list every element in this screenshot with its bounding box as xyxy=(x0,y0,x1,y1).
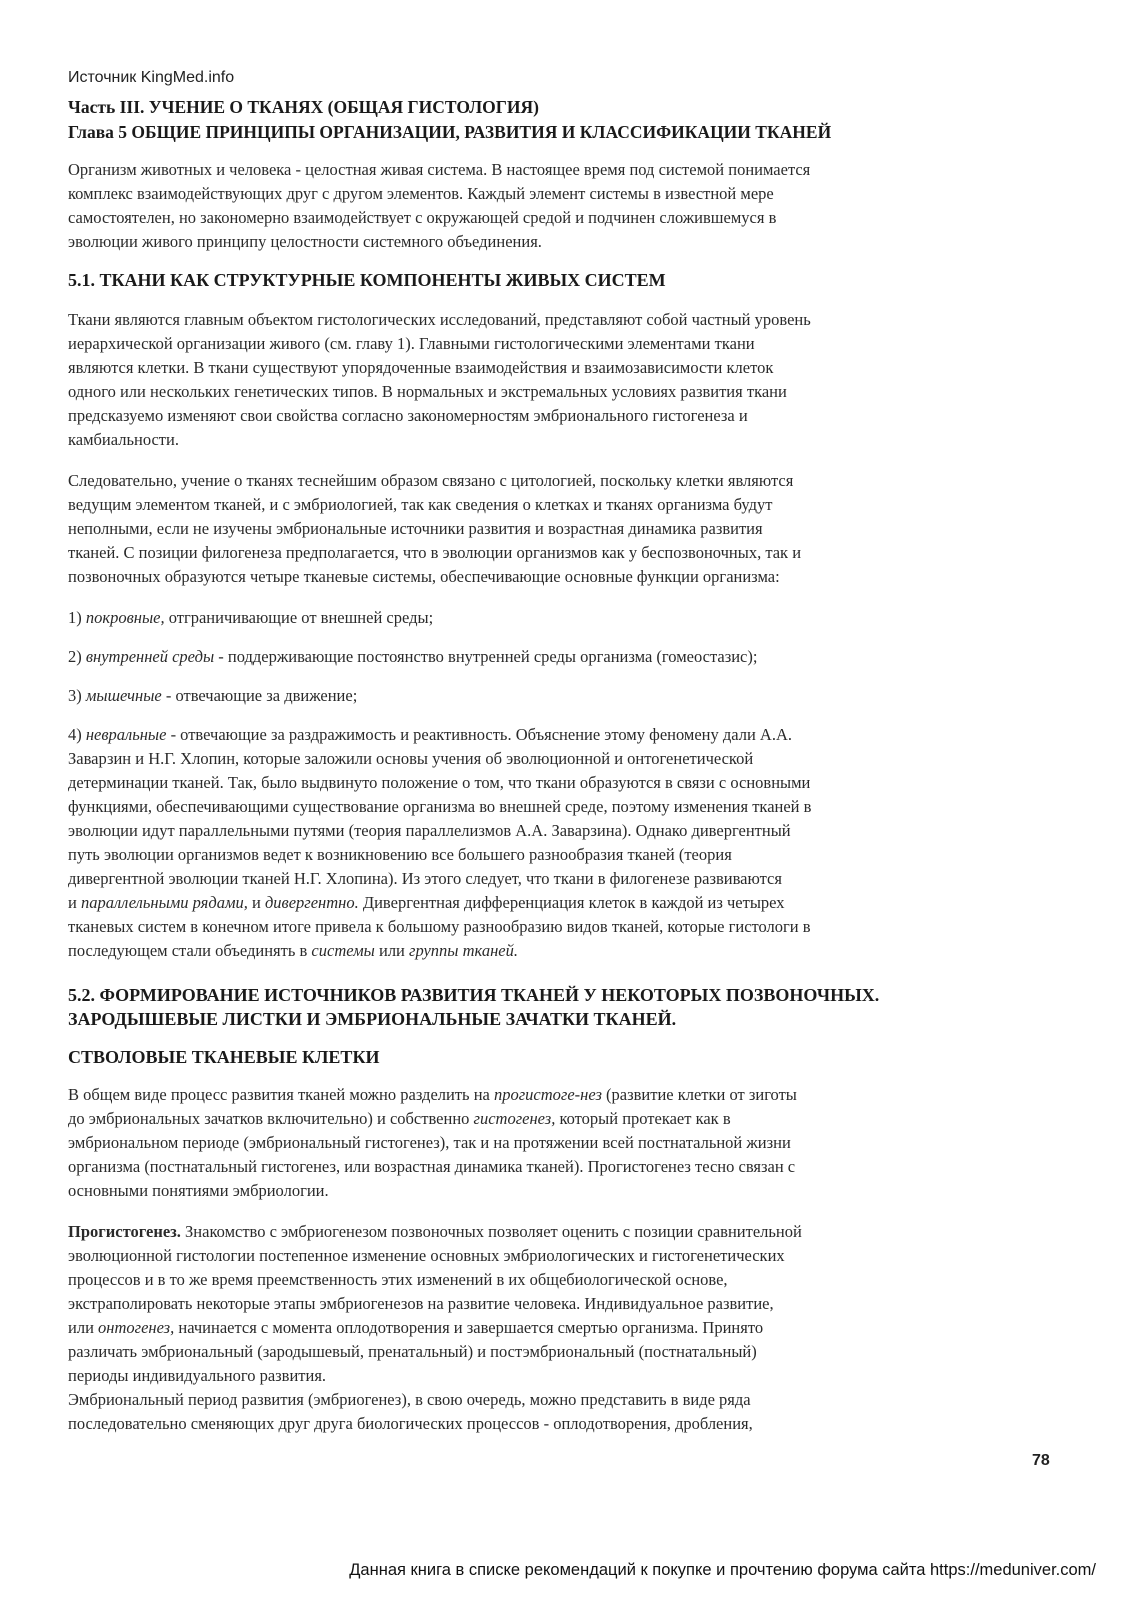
section-5-1-heading: 5.1. ТКАНИ КАК СТРУКТУРНЫЕ КОМПОНЕНТЫ ЖИВЫХ СИСТЕМ xyxy=(68,270,666,290)
text-line: детерминации тканей. Так, было выдвинуто положение о том, что ткани образуются в связи с основными xyxy=(68,773,811,792)
text-line: основными понятиями эмбриологии. xyxy=(68,1181,329,1200)
list-item xyxy=(68,645,1058,669)
emphasis: параллельными рядами, xyxy=(80,893,248,912)
list-text: отграничивающие от внешней среды; xyxy=(164,608,434,627)
list-number: 1) xyxy=(68,608,82,627)
chapter-title: Глава 5 ОБЩИЕ ПРИНЦИПЫ ОРГАНИЗАЦИИ, РАЗВИТИЯ И КЛАССИФИКАЦИИ ТКАНЕЙ xyxy=(68,122,832,142)
heading-line: 5.2. ФОРМИРОВАНИЕ ИСТОЧНИКОВ РАЗВИТИЯ ТКАНЕЙ У НЕКОТОРЫХ ПОЗВОНОЧНЫХ. xyxy=(68,985,880,1005)
list-term: невральные xyxy=(85,725,167,744)
text-line: эволюционной гистологии постепенное изменение основных эмбриологических и гистогенетических xyxy=(68,1246,785,1265)
text-fragment: Знакомство с эмбриогенезом позвоночных позволяет оценить с позиции сравнительной xyxy=(180,1222,802,1241)
text-line: экстраполировать некоторые этапы эмбриогенезов на развитие человека. Индивидуальное развитие, xyxy=(68,1294,774,1313)
section-5-2-heading xyxy=(68,983,1058,1031)
text-line: Заварзин и Н.Г. Хлопин, которые заложили основы учения об эволюционной и онтогенетической xyxy=(68,749,754,768)
text-fragment: В общем виде процесс развития тканей можно разделить на xyxy=(68,1085,494,1104)
text-line xyxy=(68,1316,1058,1340)
emphasis: прогистоге-нез xyxy=(493,1085,602,1104)
text-line: организма (постнатальный гистогенез, или возрастная динамика тканей). Прогистогенез тесно связан с xyxy=(68,1157,796,1176)
emphasis: дивергентно. xyxy=(264,893,359,912)
text-line: последовательно сменяющих друг друга биологических процессов - оплодотворения, дробления, xyxy=(68,1414,753,1433)
page-number: 78 xyxy=(1032,1452,1050,1469)
text-fragment: Дивергентная дифференциация клеток в каждой из четырех xyxy=(358,893,785,912)
text-line xyxy=(68,1107,1058,1131)
list-number: 4) xyxy=(68,725,82,744)
text-line: неполными, если не изучены эмбриональные источники развития и возрастная динамика развития xyxy=(68,519,763,538)
text-line: Организм животных и человека - целостная живая система. В настоящее время под системой понимается xyxy=(68,160,811,179)
text-fragment: который протекает как в xyxy=(555,1109,731,1128)
text-fragment: или xyxy=(68,1318,99,1337)
section-5-2-paragraph-1 xyxy=(68,1083,1058,1203)
bold-term: Прогистогенез. xyxy=(68,1222,181,1241)
text-line xyxy=(68,1083,1058,1107)
text-line: предсказуемо изменяют свои свойства согласно закономерностям эмбрионального гистогенеза и xyxy=(68,406,748,425)
emphasis: гистогенез, xyxy=(473,1109,556,1128)
list-term: покровные, xyxy=(85,608,165,627)
text-line: камбиальности. xyxy=(68,430,179,449)
text-line: одного или нескольких генетических типов. В нормальных и экстремальных условиях развития ткани xyxy=(68,382,787,401)
text-fragment: или xyxy=(374,941,410,960)
list-text: - отвечающие за движение; xyxy=(161,686,358,705)
text-line: тканей. С позиции филогенеза предполагается, что в эволюции организмов как у беспозвоночных, так и xyxy=(68,543,802,562)
text-line: иерархической организации живого (см. главу 1). Главными гистологическими элементами ткани xyxy=(68,334,755,353)
text-line: путь эволюции организмов ведет к возникновению все большего разнообразия тканей (теория xyxy=(68,845,732,864)
text-fragment: и xyxy=(68,893,81,912)
text-line: ведущим элементом тканей, и с эмбриологией, так как сведения о клетках и тканях организма будут xyxy=(68,495,773,514)
list-item xyxy=(68,684,1058,708)
section-5-1-paragraph-4 xyxy=(68,723,1058,963)
text-line: эволюции живого принципу целостности системного объединения. xyxy=(68,232,542,251)
text-line xyxy=(68,1220,1058,1244)
footer-note: Данная книга в списке рекомендаций к покупке и прочтению форума сайта https://meduniver.com/ xyxy=(349,1561,1096,1579)
list-text: - отвечающие за раздражимость и реактивность. Объяснение этому феномену дали А.А. xyxy=(166,725,793,744)
part-title: Часть III. УЧЕНИЕ О ТКАНЯХ (ОБЩАЯ ГИСТОЛОГИЯ) xyxy=(68,97,539,117)
text-line: Следовательно, учение о тканях теснейшим образом связано с цитологией, поскольку клетки являются xyxy=(68,471,794,490)
emphasis: группы тканей. xyxy=(409,941,518,960)
list-item xyxy=(68,606,1058,630)
text-line: функциями, обеспечивающими существование организма во внешней среде, поэтому изменения тканей в xyxy=(68,797,812,816)
section-5-1-paragraph-2 xyxy=(68,469,1058,589)
text-line: эмбриональном периоде (эмбриональный гистогенез), так и на протяжении всей постнатальной жизни xyxy=(68,1133,791,1152)
list-item xyxy=(68,723,1058,747)
text-line: Эмбриональный период развития (эмбриогенез), в свою очередь, можно представить в виде ряда xyxy=(68,1390,751,1409)
list-text: - поддерживающие постоянство внутренней среды организма (гомеостазис); xyxy=(214,647,758,666)
section-5-1-paragraph-1 xyxy=(68,308,1058,452)
text-line: позвоночных образуются четыре тканевые системы, обеспечивающие основные функции организма: xyxy=(68,567,780,586)
text-line: периоды индивидуального развития. xyxy=(68,1366,327,1385)
text-line: различать эмбриональный (зародышевый, пренатальный) и постэмбриональный (постнатальный) xyxy=(68,1342,757,1361)
emphasis: онтогенез, xyxy=(98,1318,175,1337)
text-line: тканевых систем в конечном итоге привела к большому разнообразию видов тканей, которые гистологи в xyxy=(68,917,811,936)
text-line xyxy=(68,891,1058,915)
text-line: комплекс взаимодействующих друг с другом элементов. Каждый элемент системы в известной мере xyxy=(68,184,774,203)
text-fragment: последующем стали объединять в xyxy=(68,941,312,960)
intro-paragraph xyxy=(68,158,1058,254)
list-term: мышечные xyxy=(85,686,162,705)
text-line: эволюции идут параллельными путями (теория параллелизмов А.А. Заварзина). Однако дивергентный xyxy=(68,821,791,840)
text-line: самостоятелен, но закономерно взаимодействует с окружающей средой и подчинен сложившемуся в xyxy=(68,208,777,227)
list-number: 3) xyxy=(68,686,82,705)
text-line: процессов и в то же время преемственность этих изменений в их общебиологической основе, xyxy=(68,1270,728,1289)
list-number: 2) xyxy=(68,647,82,666)
source-label: Источник KingMed.info xyxy=(68,69,235,86)
text-fragment: начинается с момента оплодотворения и завершается смертью организма. Принято xyxy=(174,1318,764,1337)
heading-line: ЗАРОДЫШЕВЫЕ ЛИСТКИ И ЭМБРИОНАЛЬНЫЕ ЗАЧАТКИ ТКАНЕЙ. xyxy=(68,1009,677,1029)
text-line: являются клетки. В ткани существуют упорядоченные взаимодействия и взаимозависимости клеток xyxy=(68,358,774,377)
text-line: дивергентной эволюции тканей Н.Г. Хлопина). Из этого следует, что ткани в филогенезе развиваются xyxy=(68,869,782,888)
section-5-2-subheading: СТВОЛОВЫЕ ТКАНЕВЫЕ КЛЕТКИ xyxy=(68,1047,380,1067)
text-fragment: и xyxy=(247,893,265,912)
text-fragment: до эмбриональных зачатков включительно) и собственно xyxy=(68,1109,474,1128)
text-line: Ткани являются главным объектом гистологических исследований, представляют собой частный уровень xyxy=(68,310,811,329)
text-line xyxy=(68,939,1058,963)
section-5-2-paragraph-2 xyxy=(68,1220,1058,1436)
emphasis: системы xyxy=(311,941,375,960)
list-term: внутренней среды xyxy=(85,647,215,666)
text-fragment: (развитие клетки от зиготы xyxy=(601,1085,797,1104)
